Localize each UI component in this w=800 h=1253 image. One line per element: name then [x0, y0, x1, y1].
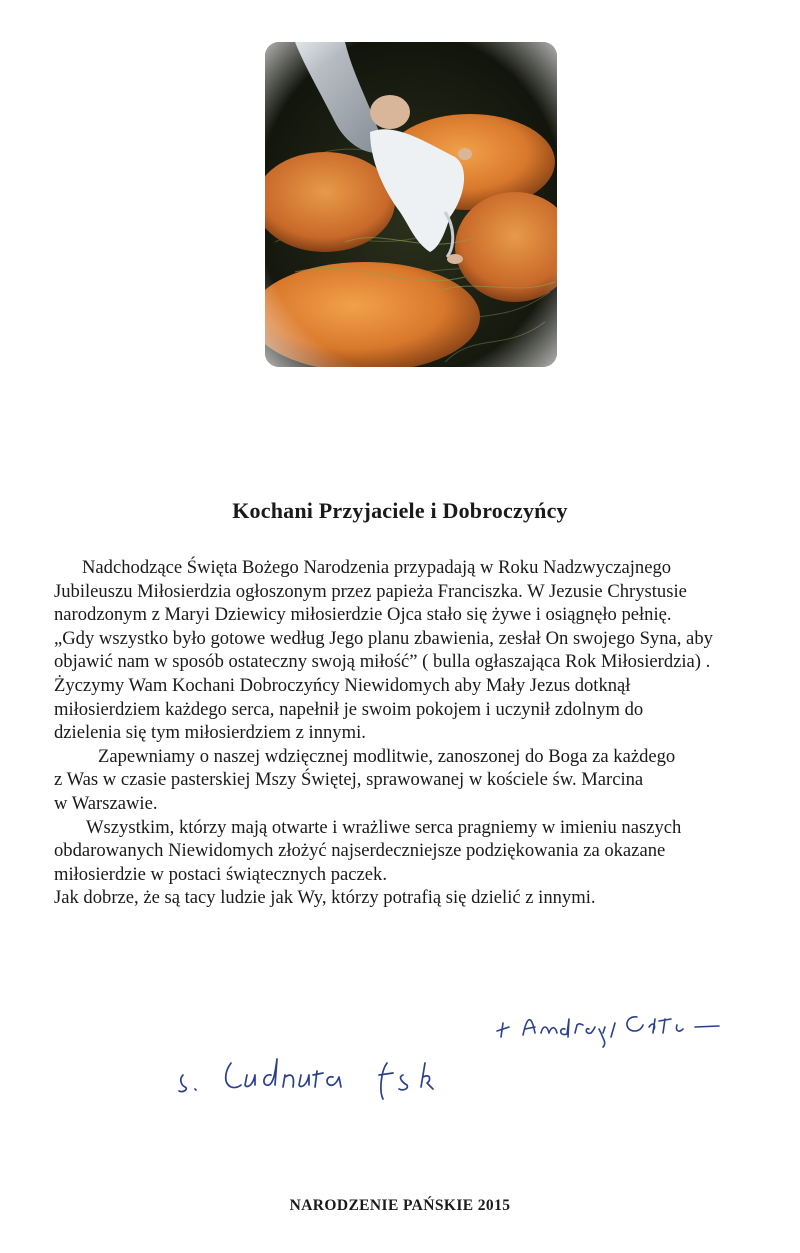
body-line: dzielenia się tym miłosierdziem z innymi.: [54, 722, 366, 744]
body-line: miłosierdzie w postaci świątecznych paczek.: [54, 863, 387, 885]
signature-right: [495, 1003, 725, 1051]
body-line: objawić nam w sposób ostateczny swoją miłość” ( bulla ogłaszająca Rok Miłosierdzia) .: [54, 651, 711, 673]
nativity-photo: [265, 42, 557, 367]
body-line: Wszystkim, którzy mają otwarte i wrażliwe serca pragniemy w imieniu naszych: [86, 816, 682, 838]
body-line: Zapewniamy o naszej wdzięcznej modlitwie, zanoszonej do Boga za każdego: [98, 745, 676, 767]
body-line: miłosierdziem każdego serca, napełnił je swoim pokojem i uczynił zdolnym do: [54, 698, 644, 720]
body-line: Jak dobrze, że są tacy ludzie jak Wy, którzy potrafią się dzielić z innymi.: [54, 887, 596, 909]
signature-left: [175, 1045, 465, 1105]
footer-date-line: NARODZENIE PAŃSKIE 2015: [289, 1197, 511, 1214]
body-line: z Was w czasie pasterskiej Mszy Świętej, sprawowanej w kościele św. Marcina: [54, 769, 644, 791]
body-line: narodzonym z Maryi Dziewicy miłosierdzie Ojca stało się żywe i osiągnęło pełnię.: [54, 604, 672, 626]
body-line: „Gdy wszystko było gotowe według Jego planu zbawienia, zesłał On swojego Syna, aby: [54, 627, 713, 649]
body-line: Jubileuszu Miłosierdzia ogłoszonym przez papieża Franciszka. W Jezusie Chrystusie: [54, 580, 687, 602]
body-line: Życzymy Wam Kochani Dobroczyńcy Niewidomych aby Mały Jezus dotknął: [54, 674, 631, 696]
body-line: obdarowanych Niewidomych złożyć najserdeczniejsze podziękowania za okazane: [54, 840, 666, 862]
letter-body: [54, 556, 774, 910]
body-line: Nadchodzące Święta Bożego Narodzenia przypadają w Roku Nadzwyczajnego: [82, 557, 672, 578]
letter-heading: Kochani Przyjaciele i Dobroczyńcy: [232, 498, 568, 523]
body-line: w Warszawie.: [54, 792, 158, 814]
